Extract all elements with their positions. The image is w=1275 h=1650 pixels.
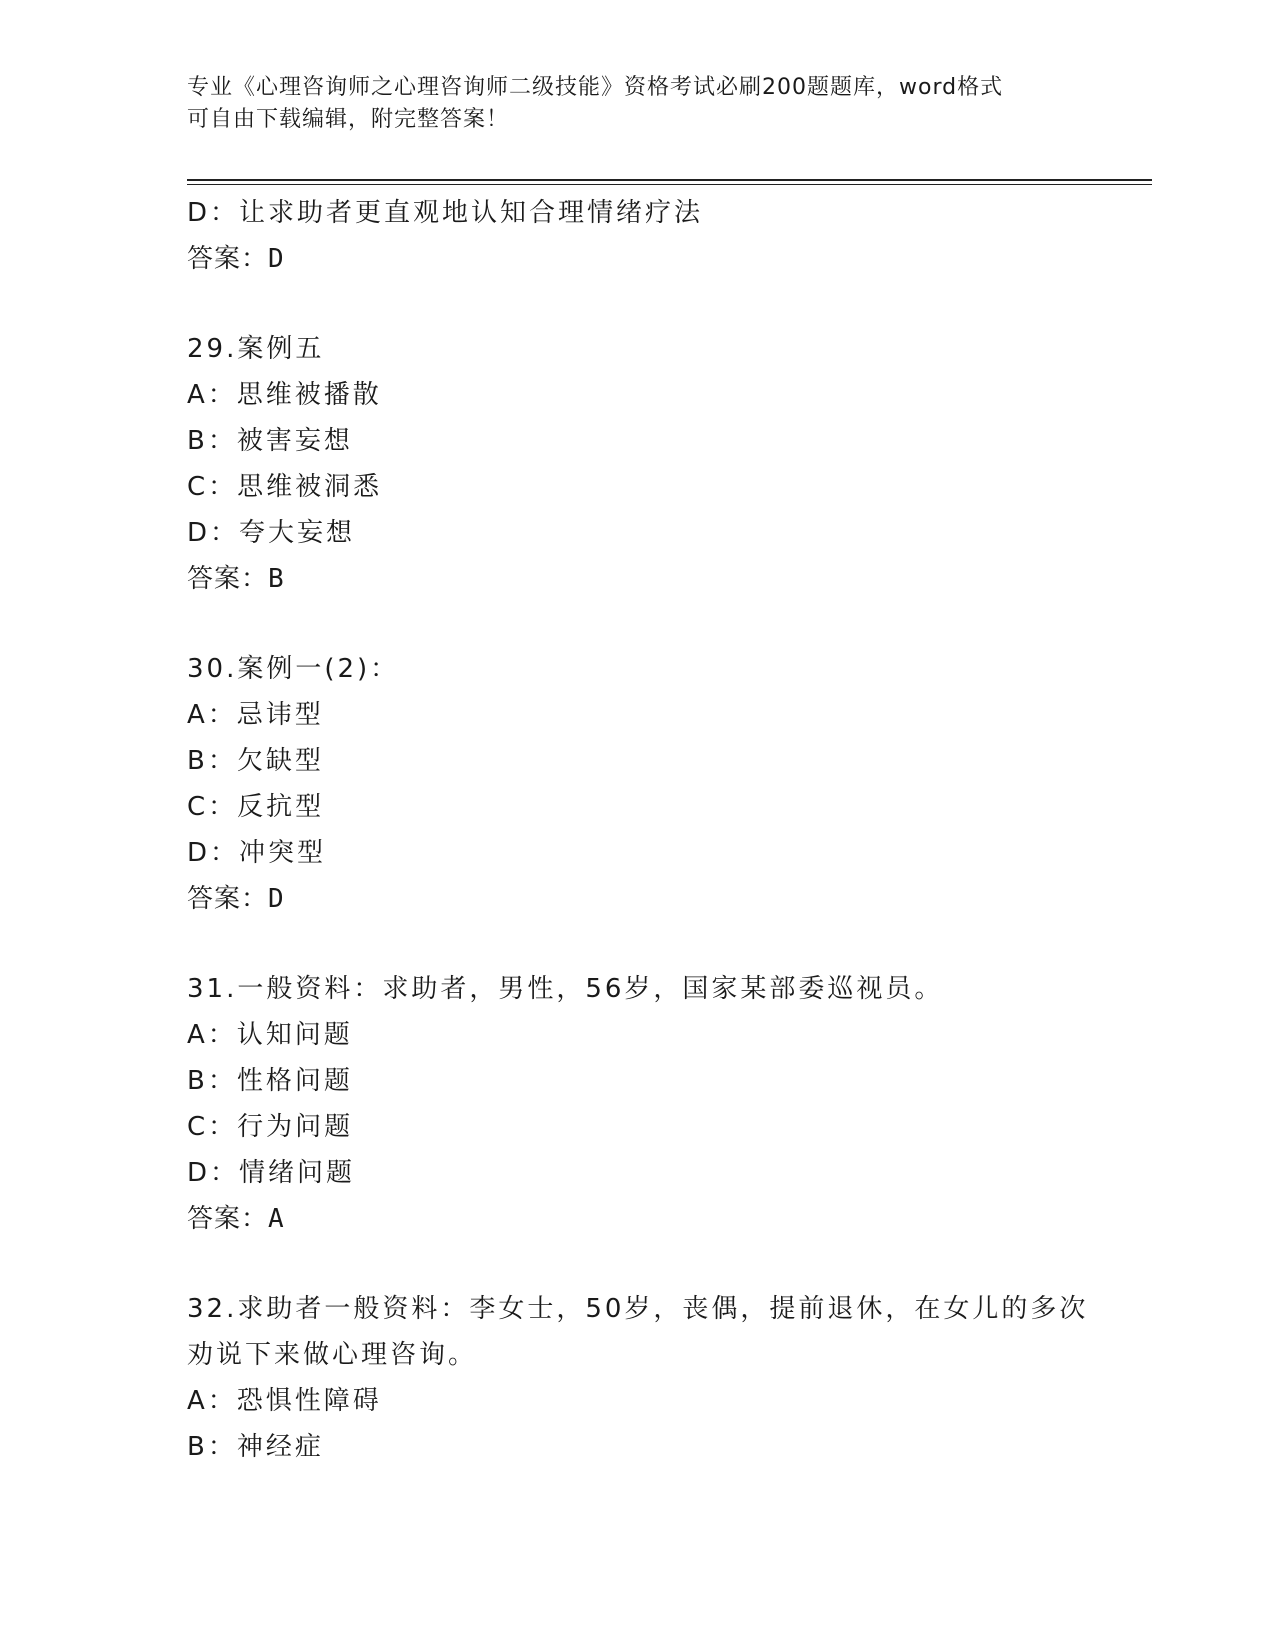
- block-spacer: [187, 922, 1127, 966]
- answer-value: B: [268, 564, 284, 594]
- header-divider-thick: [187, 179, 1152, 181]
- question-list: [187, 190, 1127, 1470]
- option-a: A：恐惧性障碍: [187, 1386, 382, 1416]
- question-block-31: [187, 966, 1127, 1242]
- question-text-line-1: 32.求助者一般资料：李女士，50岁，丧偶，提前退休，在女儿的多次: [187, 1294, 1089, 1324]
- question-text: 31.一般资料：求助者，男性，56岁，国家某部委巡视员。: [187, 974, 944, 1004]
- header-divider-thin: [187, 184, 1152, 185]
- answer-value: A: [268, 1204, 284, 1234]
- answer-line: [187, 1196, 1127, 1242]
- option-b: B：被害妄想: [187, 426, 353, 456]
- block-spacer: [187, 602, 1127, 646]
- option-a: A：认知问题: [187, 1020, 353, 1050]
- answer-value: D: [268, 884, 284, 914]
- question-block-28: [187, 190, 1127, 282]
- question-text-line-2: 劝说下来做心理咨询。: [187, 1340, 478, 1370]
- answer-value: D: [268, 244, 284, 274]
- question-text: 30.案例一(2)：: [187, 654, 400, 684]
- option-c: C：思维被洞悉: [187, 472, 383, 502]
- answer-label: 答案：: [187, 884, 269, 914]
- block-spacer: [187, 282, 1127, 326]
- option-a: A：思维被播散: [187, 380, 382, 410]
- option-c: C：行为问题: [187, 1112, 354, 1142]
- option-a: A：忌讳型: [187, 700, 324, 730]
- option-d: D：让求助者更直观地认知合理情绪疗法: [187, 198, 704, 228]
- block-spacer: [187, 1242, 1127, 1286]
- answer-line: [187, 876, 1127, 922]
- answer-line: [187, 236, 1127, 282]
- question-block-29: [187, 326, 1127, 602]
- header-title-line-2: 可自由下载编辑，附完整答案！: [187, 107, 510, 132]
- answer-label: 答案：: [187, 244, 269, 274]
- answer-label: 答案：: [187, 564, 269, 594]
- option-b: B：欠缺型: [187, 746, 324, 776]
- option-b: B：性格问题: [187, 1066, 353, 1096]
- answer-label: 答案：: [187, 1204, 269, 1234]
- question-block-30: [187, 646, 1127, 922]
- option-b: B：神经症: [187, 1432, 324, 1462]
- option-d: D：情绪问题: [187, 1158, 356, 1188]
- header-title-line-1: 专业《心理咨询师之心理咨询师二级技能》资格考试必刷200题题库，word格式: [187, 75, 1004, 100]
- question-block-32: [187, 1286, 1127, 1470]
- option-d: D：冲突型: [187, 838, 327, 868]
- option-d: D：夸大妄想: [187, 518, 356, 548]
- question-text: 29.案例五: [187, 334, 325, 364]
- option-c: C：反抗型: [187, 792, 325, 822]
- answer-line: [187, 556, 1127, 602]
- document-header: [187, 72, 1067, 136]
